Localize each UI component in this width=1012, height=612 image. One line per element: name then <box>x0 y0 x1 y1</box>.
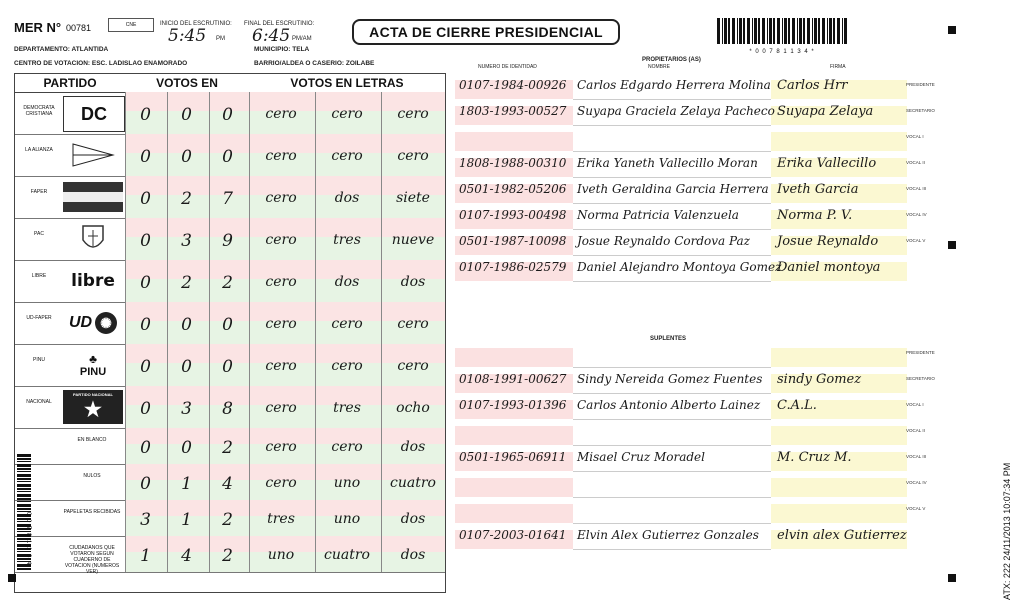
row-shade <box>573 348 771 368</box>
vote-word: ocho <box>396 400 430 416</box>
propietarios-label: PROPIETARIOS (AS) <box>642 57 701 63</box>
firma-label: FIRMA <box>830 64 846 70</box>
barcode-bar <box>722 18 723 44</box>
vote-digit: 0 <box>222 147 233 167</box>
barcode-bar <box>754 18 757 44</box>
row-shade <box>455 348 573 367</box>
row-shade <box>455 478 573 497</box>
signature-row <box>455 106 905 125</box>
barcode-bar <box>792 18 795 44</box>
barcode-bar <box>17 481 31 482</box>
final-label: FINAL DEL ESCRUTINIO: <box>244 21 315 27</box>
vote-digit: 2 <box>222 546 233 566</box>
barcode-bar <box>747 18 750 44</box>
party-logo: ♣ PINU <box>79 352 107 378</box>
row-shade <box>455 132 573 151</box>
signature-row <box>455 262 905 281</box>
signature-row <box>455 132 905 151</box>
vote-word: cero <box>265 316 297 332</box>
party-logo: libre <box>71 271 115 291</box>
identity-number: 0107-1986-02579 <box>459 260 567 274</box>
barcode-number: * 0 0 7 8 1 1 3 4 * <box>749 49 815 55</box>
final-suffix: PM/AM <box>292 36 312 42</box>
vote-digit: 0 <box>140 147 151 167</box>
table-row <box>15 344 445 387</box>
table-row <box>15 134 445 177</box>
barcode-bar <box>732 18 735 44</box>
vote-digit: 0 <box>222 105 233 125</box>
vote-digit: 0 <box>140 357 151 377</box>
mer-label: MER N° <box>14 20 62 35</box>
barcode-bar <box>784 18 787 44</box>
row-shade <box>573 132 771 152</box>
col-partido: PARTIDO <box>43 76 97 90</box>
identity-number: 0107-2003-01641 <box>459 528 567 542</box>
role-label: VOCAL IV <box>906 212 927 217</box>
table-row <box>15 260 445 303</box>
signature-row <box>455 184 905 203</box>
vote-word: cero <box>331 358 363 374</box>
table-row <box>15 302 445 345</box>
registration-mark <box>948 574 956 582</box>
party-name: PINU <box>33 357 45 363</box>
vote-digit: 2 <box>222 438 233 458</box>
page-title: ACTA DE CIERRE PRESIDENCIAL <box>352 19 620 45</box>
role-label: PRESIDENTE <box>906 350 935 355</box>
identity-number: 0501-1987-10098 <box>459 234 567 248</box>
table-row <box>15 464 445 501</box>
vote-word: tres <box>267 511 295 527</box>
identity-number: 0501-1982-05206 <box>459 182 567 196</box>
vote-word: cero <box>265 190 297 206</box>
barcode-bar <box>822 18 825 44</box>
barcode-bar <box>17 504 31 507</box>
vote-digit: 1 <box>140 546 151 566</box>
role-label: SECRETARIO <box>906 376 935 381</box>
member-name: Elvin Alex Gutierrez Gonzales <box>577 528 759 542</box>
signature-row <box>455 236 905 255</box>
role-label: VOCAL III <box>906 454 927 459</box>
inicio-label: INICIO DEL ESCRUTINIO: <box>160 21 232 27</box>
vote-word: cero <box>265 439 297 455</box>
barcode-bar <box>17 488 31 490</box>
barcode-bar <box>17 501 31 502</box>
vote-word: dos <box>400 274 426 290</box>
member-signature: M. Cruz M. <box>777 450 852 465</box>
signature-row <box>455 80 905 99</box>
member-name: Sindy Nereida Gomez Fuentes <box>577 372 763 386</box>
identity-number: 0107-1984-00926 <box>459 78 567 92</box>
role-label: VOCAL V <box>906 506 926 511</box>
barcode-bar <box>777 18 780 44</box>
vote-digit: 4 <box>222 474 233 494</box>
numero-identidad-label: NUMERO DE IDENTIDAD <box>478 64 537 70</box>
vote-digit: 0 <box>181 105 192 125</box>
vote-digit: 7 <box>222 189 233 209</box>
member-signature: Erika Vallecillo <box>777 156 877 171</box>
row-shade <box>771 132 907 151</box>
member-name: Suyapa Graciela Zelaya Pacheco <box>577 104 775 118</box>
member-name: Josue Reynaldo Cordova Paz <box>577 234 751 248</box>
vote-digit: 0 <box>181 315 192 335</box>
col-numeros: VOTOS EN <box>156 76 218 90</box>
table-row <box>15 92 445 135</box>
barcode-bar <box>762 18 765 44</box>
registration-mark <box>948 26 956 34</box>
row-shade <box>771 504 907 523</box>
identity-number: 0108-1991-00627 <box>459 372 567 386</box>
vote-digit: 0 <box>140 315 151 335</box>
vote-word: cero <box>265 274 297 290</box>
barcode-bar <box>17 464 31 467</box>
final-time: 6:45 <box>252 26 291 46</box>
party-name: LIBRE <box>31 273 47 279</box>
barcode-bar <box>799 18 802 44</box>
party-name: UD-FAPER <box>26 315 52 321</box>
barrio-aldea: BARRIO/ALDEA O CASERIO: ZOILABE <box>254 60 375 67</box>
vote-word: cero <box>331 439 363 455</box>
signature-row <box>455 348 905 367</box>
vote-word: cero <box>397 358 429 374</box>
barcode-bar <box>17 471 31 472</box>
barcode-bar <box>842 18 843 44</box>
member-name: Norma Patricia Valenzuela <box>577 208 739 222</box>
signature-row <box>455 210 905 229</box>
signature-row <box>455 452 905 471</box>
vote-digit: 0 <box>140 438 151 458</box>
table-row <box>15 500 445 537</box>
vote-digit: 0 <box>140 273 151 293</box>
row-shade <box>573 478 771 498</box>
barcode-bar <box>17 508 31 510</box>
member-name: Daniel Alejandro Montoya Gomez <box>577 260 782 274</box>
party-name: FAPER <box>30 189 48 195</box>
vote-word: uno <box>267 547 295 563</box>
role-label: VOCAL I <box>906 134 924 139</box>
vote-digit: 2 <box>181 189 192 209</box>
atx-stamp: ATX: 222 24/11/2013 10:07:34 PM <box>1002 462 1012 600</box>
barcode-bar <box>717 18 720 44</box>
identity-number: 0107-1993-01396 <box>459 398 567 412</box>
vote-word: cero <box>397 316 429 332</box>
vote-digit: 3 <box>181 231 192 251</box>
table-row <box>15 428 445 465</box>
top-barcode <box>717 18 847 55</box>
table-row <box>15 218 445 261</box>
vote-word: cero <box>265 106 297 122</box>
row-shade <box>455 504 573 523</box>
barcode-bar <box>17 494 31 497</box>
signature-row <box>455 478 905 497</box>
member-name: Carlos Edgardo Herrera Molina <box>577 78 771 92</box>
party-name: LA ALIANZA <box>25 147 53 153</box>
row-shade <box>771 478 907 497</box>
vote-word: cero <box>265 358 297 374</box>
signature-row <box>455 504 905 523</box>
barcode-bar <box>814 18 817 44</box>
municipio: MUNICIPIO: TELA <box>254 46 310 53</box>
role-label: VOCAL II <box>906 160 925 165</box>
vote-digit: 0 <box>222 357 233 377</box>
barcode-bar <box>17 484 31 487</box>
barcode-bar <box>17 454 31 457</box>
vote-digit: 0 <box>140 474 151 494</box>
party-name: PAPELETAS RECIBIDAS <box>63 509 121 515</box>
barcode-bar <box>737 18 738 44</box>
col-letras: VOTOS EN LETRAS <box>290 76 404 90</box>
member-name: Misael Cruz Moradel <box>577 450 705 464</box>
vote-digit: 2 <box>181 273 192 293</box>
barcode-bar <box>767 18 768 44</box>
barcode-bar <box>829 18 832 44</box>
inicio-suffix: PM <box>216 36 225 42</box>
vote-digit: 0 <box>140 231 151 251</box>
vote-word: cuatro <box>324 547 370 563</box>
party-logo <box>63 138 123 172</box>
vote-digit: 3 <box>140 510 151 530</box>
member-name: Carlos Antonio Alberto Lainez <box>577 398 761 412</box>
party-logo: PARTIDO NACIONAL ★ <box>63 390 123 424</box>
role-label: VOCAL IV <box>906 480 927 485</box>
vote-word: uno <box>333 511 361 527</box>
barcode-bar <box>758 18 760 44</box>
cne-logo: CNE <box>108 18 154 32</box>
barcode-bar <box>837 18 840 44</box>
votes-table <box>14 73 446 593</box>
vote-word: dos <box>334 190 360 206</box>
member-signature: Josue Reynaldo <box>777 234 879 249</box>
barcode-bar <box>17 458 31 460</box>
barcode-bar <box>17 498 31 500</box>
centro-votacion: CENTRO DE VOTACION: ESC. LADISLAO ENAMORADO <box>14 60 188 67</box>
member-signature: C.A.L. <box>777 398 817 413</box>
table-row <box>15 386 445 429</box>
party-name: CIUDADANOS QUE VOTARON SEGUN CUADERNO DE VOTACION (NUMEROS VER) <box>64 545 120 575</box>
vote-digit: 2 <box>222 510 233 530</box>
barcode-bar <box>803 18 805 44</box>
departamento: DEPARTAMENTO: ATLANTIDA <box>14 46 109 53</box>
table-row <box>15 176 445 219</box>
barcode-bar <box>17 568 31 570</box>
barcode-bar <box>739 18 742 44</box>
barcode-bar <box>17 461 31 462</box>
party-name: NULOS <box>83 473 101 479</box>
role-label: VOCAL II <box>906 428 925 433</box>
role-label: VOCAL III <box>906 186 927 191</box>
vote-word: cero <box>331 148 363 164</box>
barcode-bar <box>833 18 835 44</box>
barcode-bars-top <box>717 18 847 44</box>
vote-digit: 9 <box>222 231 233 251</box>
vote-digit: 0 <box>181 147 192 167</box>
row-shade <box>455 426 573 445</box>
barcode-bar <box>797 18 798 44</box>
vote-word: uno <box>333 475 361 491</box>
member-signature: elvin alex Gutierrez <box>777 528 907 543</box>
member-name: Erika Yaneth Vallecillo Moran <box>577 156 758 170</box>
party-logo <box>63 180 123 214</box>
vote-word: cero <box>265 148 297 164</box>
party-name: NACIONAL <box>26 399 52 405</box>
vote-word: nueve <box>391 232 435 248</box>
signature-row <box>455 426 905 445</box>
left-barcode <box>17 454 45 572</box>
vote-word: dos <box>400 547 426 563</box>
barcode-bar <box>773 18 775 44</box>
nombre-label: NOMBRE <box>648 64 670 70</box>
vote-word: cero <box>265 475 297 491</box>
vote-digit: 1 <box>181 510 192 530</box>
role-label: VOCAL I <box>906 402 924 407</box>
vote-digit: 0 <box>140 399 151 419</box>
mer-number: 00781 <box>66 23 92 33</box>
vote-digit: 1 <box>181 474 192 494</box>
registration-mark <box>948 241 956 249</box>
member-signature: Norma P. V. <box>777 208 853 223</box>
member-signature: Daniel montoya <box>777 260 881 275</box>
signature-row <box>455 530 905 549</box>
member-signature: sindy Gomez <box>777 372 862 387</box>
table-row <box>15 536 445 573</box>
vote-word: dos <box>334 274 360 290</box>
row-shade <box>771 426 907 445</box>
barcode-bar <box>769 18 772 44</box>
barcode-bar <box>17 474 31 477</box>
vote-digit: 4 <box>181 546 192 566</box>
role-label: VOCAL V <box>906 238 926 243</box>
barcode-bar <box>812 18 813 44</box>
row-shade <box>573 504 771 524</box>
vote-word: cero <box>331 106 363 122</box>
inicio-time: 5:45 <box>168 26 207 46</box>
vote-word: cuatro <box>390 475 436 491</box>
barcode-bar <box>788 18 790 44</box>
vote-word: dos <box>400 439 426 455</box>
barcode-bar <box>827 18 828 44</box>
left-barcode-number: 0 0 7 8 1 1 3 4 <box>25 512 31 566</box>
vote-word: cero <box>265 400 297 416</box>
identity-number: 0501-1965-06911 <box>459 450 567 464</box>
barcode-bar <box>844 18 847 44</box>
vote-digit: 0 <box>140 105 151 125</box>
vote-digit: 0 <box>181 438 192 458</box>
barcode-bar <box>728 18 730 44</box>
barcode-bar <box>818 18 820 44</box>
vote-digit: 0 <box>222 315 233 335</box>
suplentes-label: SUPLENTES <box>650 336 687 342</box>
member-name: Iveth Geraldina Garcia Herrera <box>577 182 769 196</box>
identity-number: 1803-1993-00527 <box>459 104 567 118</box>
barcode-bar <box>752 18 753 44</box>
party-name: EN BLANCO <box>77 437 107 443</box>
member-signature: Suyapa Zelaya <box>777 104 874 119</box>
barcode-bar <box>17 468 31 470</box>
party-logo: DC <box>63 96 125 132</box>
barcode-bar <box>782 18 783 44</box>
barcode-bar <box>807 18 810 44</box>
vote-word: cero <box>331 316 363 332</box>
vote-word: cero <box>397 106 429 122</box>
identity-number: 0107-1993-00498 <box>459 208 567 222</box>
vote-digit: 2 <box>222 273 233 293</box>
vote-word: cero <box>397 148 429 164</box>
member-signature: Iveth Garcia <box>777 182 859 197</box>
registration-mark <box>8 574 16 582</box>
role-label: PRESIDENTE <box>906 82 935 87</box>
table-header-row <box>15 74 445 93</box>
barcode-bar <box>17 491 31 492</box>
barcode-bar <box>17 478 31 480</box>
vote-word: tres <box>333 232 361 248</box>
identity-number: 1808-1988-00310 <box>459 156 567 170</box>
barcode-bar <box>724 18 727 44</box>
row-shade <box>573 426 771 446</box>
signature-row <box>455 400 905 419</box>
party-name: PAC <box>34 231 44 237</box>
vote-word: tres <box>333 400 361 416</box>
role-label: SECRETARIO <box>906 108 935 113</box>
member-signature: Carlos Hrr <box>777 78 848 93</box>
party-name: DEMOCRATA CRISTIANA <box>23 105 55 117</box>
party-logo <box>63 222 123 256</box>
vote-digit: 8 <box>222 399 233 419</box>
vote-digit: 3 <box>181 399 192 419</box>
vote-word: siete <box>396 190 430 206</box>
party-logo: UD ✺ <box>63 306 123 340</box>
vote-digit: 0 <box>140 189 151 209</box>
vote-word: cero <box>265 232 297 248</box>
barcode-bar <box>743 18 745 44</box>
signature-row <box>455 158 905 177</box>
vote-word: dos <box>400 511 426 527</box>
signature-row <box>455 374 905 393</box>
vote-digit: 0 <box>181 357 192 377</box>
row-shade <box>771 348 907 367</box>
